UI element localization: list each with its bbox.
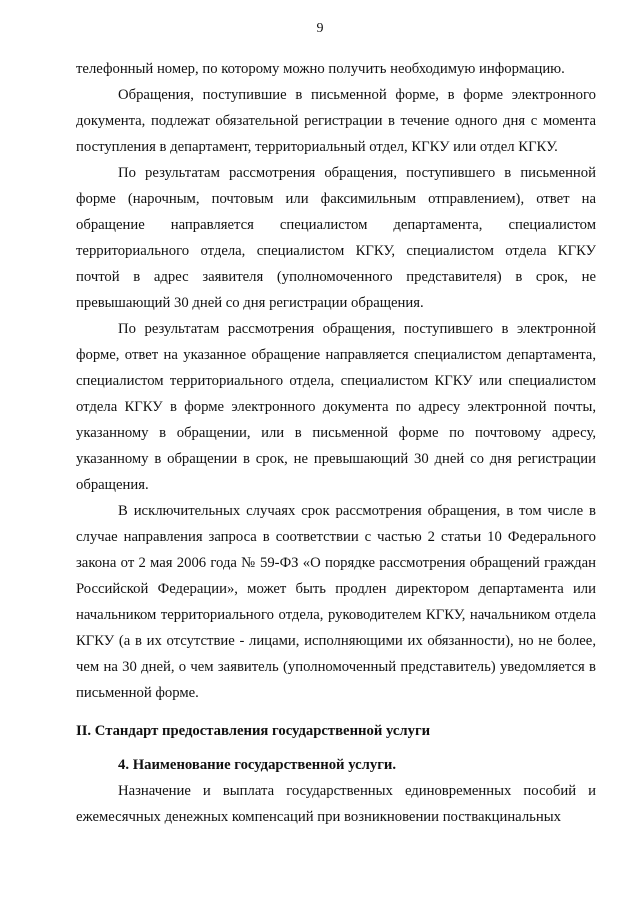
paragraph-continuation: телефонный номер, по которому можно получить необходимую информацию. [76,61,565,77]
section-heading: II. Стандарт предоставления государственной услуги [76,723,431,739]
paragraph-extension: В исключительных случаях срок рассмотрения обращения, в том числе в случае направления запроса в соответствии с частью 2 статьи 10 Федерального закона от 2 мая 2006 года № 59-ФЗ «О порядке рассмотрения обращений граждан Российской Федерации», может быть продлен директором департамента или начальником территориального отдела, руководителем КГКУ, начальником отдела КГКУ (а в их отсутствие - лицами, исполняющими их обязанности), но не более, чем на 30 дней, о чем заявитель (уполномоченный представитель) уведомляется в письменной форме. [76,503,596,701]
paragraph-electronic-response: По результатам рассмотрения обращения, поступившего в электронной форме, ответ на указанное обращение направляется специалистом департамента, специалистом территориального отдела, специалистом КГКУ или специалистом отдела КГКУ в форме электронного документа по адресу электронной почты, указанному в обращении, или в письменной форме по почтовому адресу, указанному в обращении в срок, не превышающий 30 дней со дня регистрации обращения. [76,321,596,493]
page-number: 9 [316,21,324,36]
paragraph-registration: Обращения, поступившие в письменной форме, в форме электронного документа, подлежат обязательной регистрации в течение одного дня с момента поступления в департамент, территориальный отдел, КГКУ или отдел КГКУ. [76,87,596,155]
document-body [76,56,596,830]
paragraph-service-name: Назначение и выплата государственных единовременных пособий и ежемесячных денежных компенсаций при возникновении поствакцинальных [76,783,596,825]
paragraph-written-response: По результатам рассмотрения обращения, поступившего в письменной форме (нарочным, почтовым или факсимильным отправлением), ответ на обращение направляется специалистом департамента, специалистом территориального отдела, специалистом КГКУ, специалистом отдела КГКУ почтой в адрес заявителя (уполномоченного представителя) в срок, не превышающий 30 дней со дня регистрации обращения. [76,165,596,311]
subsection-heading: 4. Наименование государственной услуги. [118,757,396,773]
